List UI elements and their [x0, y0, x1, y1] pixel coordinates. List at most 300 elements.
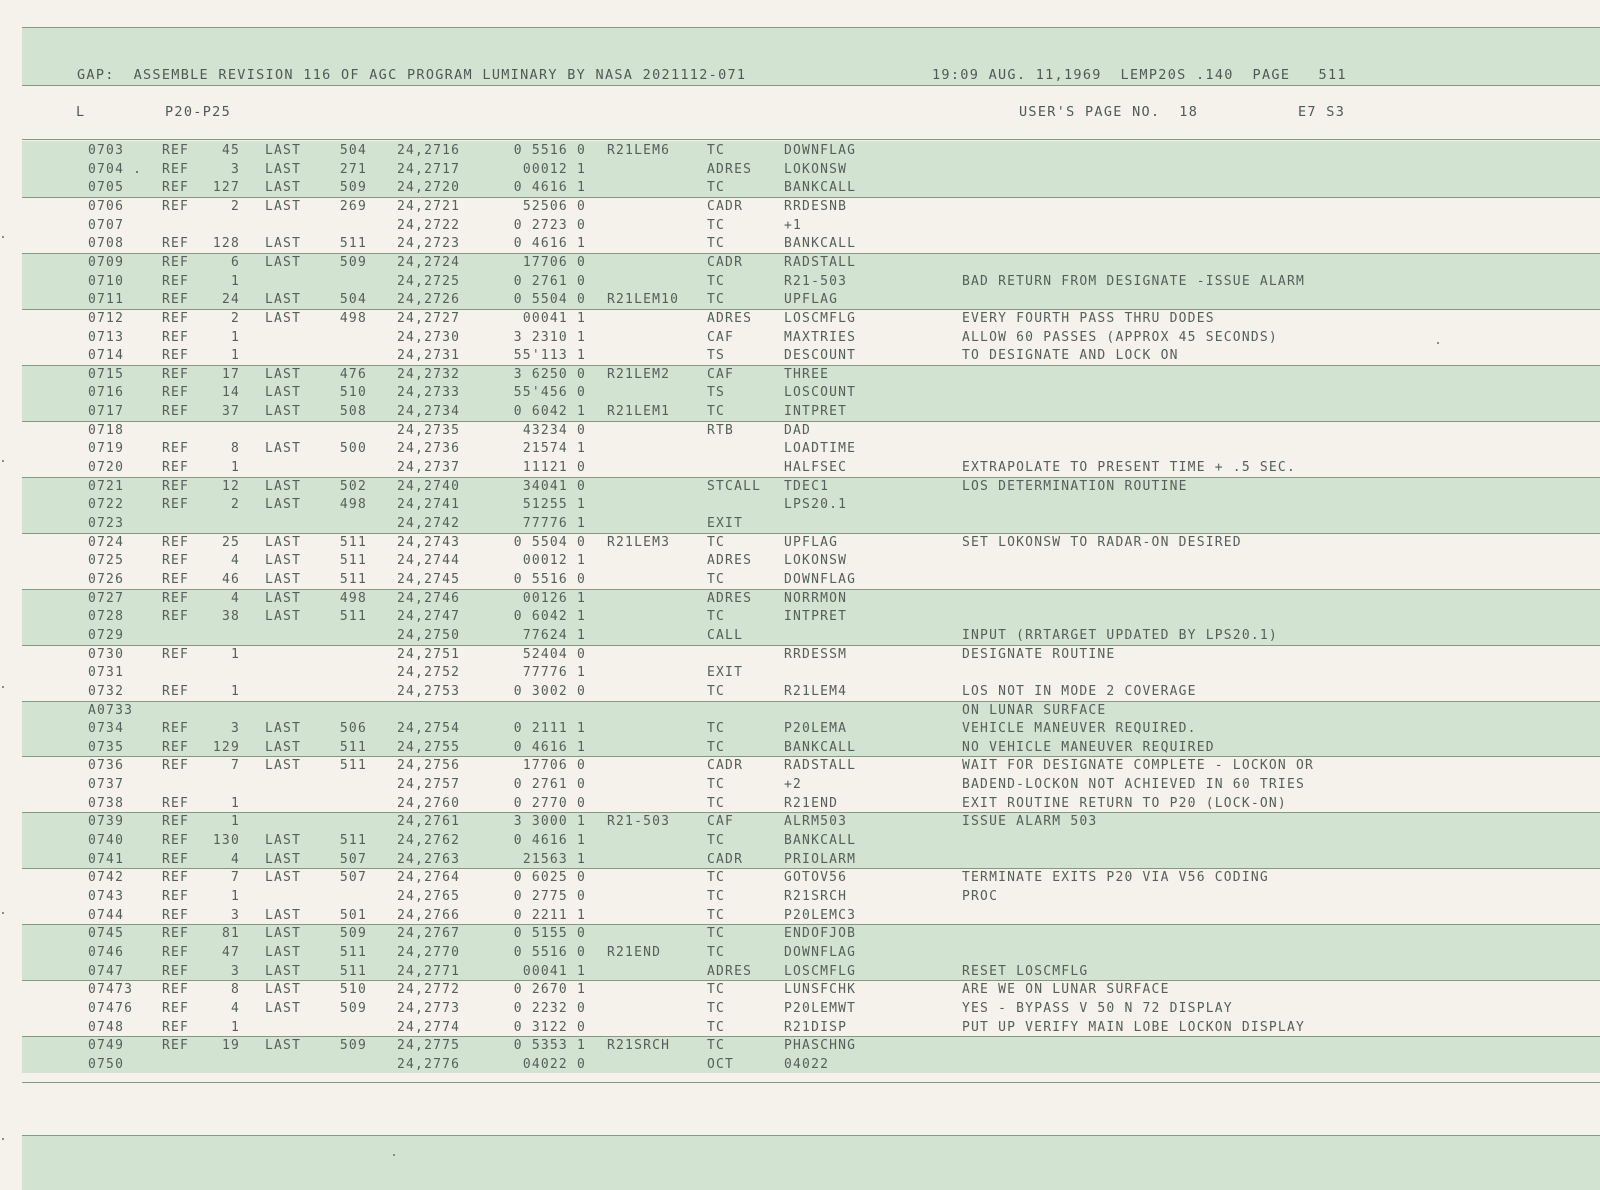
line-number: 0750 [88, 1056, 125, 1072]
ref-count: 1 [230, 814, 240, 830]
opcode: TC [707, 944, 726, 960]
line-number: 0715 [88, 366, 125, 382]
line-number: 0704 . [88, 161, 143, 177]
address: 24,2752 [397, 665, 461, 681]
listing-row [22, 701, 1600, 720]
comment: RESET LOSCMFLG [962, 963, 1089, 979]
line-number: 0706 [88, 198, 125, 214]
opcode: TC [707, 1038, 726, 1054]
line-number: 0718 [88, 422, 125, 438]
opcode: ADRES [707, 310, 753, 326]
last-tag: LAST [265, 1000, 302, 1016]
operand: ENDOFJOB [784, 926, 857, 942]
address: 24,2733 [397, 385, 461, 401]
line-number: 0724 [88, 534, 125, 550]
opcode: RTB [707, 422, 735, 438]
address: 24,2737 [397, 460, 461, 476]
operand: RRDESNB [784, 198, 848, 214]
comment: INPUT (RRTARGET UPDATED BY LPS20.1) [962, 627, 1278, 643]
rule [22, 139, 1600, 140]
address: 24,2755 [397, 739, 461, 755]
line-number: 0722 [88, 497, 125, 513]
comment: VEHICLE MANEUVER REQUIRED. [962, 721, 1197, 737]
operand: LOSCMFLG [784, 310, 857, 326]
listing-row [22, 1055, 1600, 1074]
comment: PUT UP VERIFY MAIN LOBE LOCKON DISPLAY [962, 1019, 1306, 1035]
address: 24,2761 [397, 814, 461, 830]
line-number: 0737 [88, 777, 125, 793]
listing-row [22, 645, 1600, 664]
ref-tag: REF [162, 254, 190, 270]
opcode: CAF [707, 366, 735, 382]
ref-tag: REF [162, 310, 190, 326]
octal-word: 0 4616 1 [513, 833, 586, 849]
operand: RRDESSM [784, 646, 848, 662]
last-page: 511 [339, 833, 367, 849]
ref-tag: REF [162, 553, 190, 569]
ref-tag: REF [162, 889, 190, 904]
last-page: 501 [339, 907, 367, 923]
address: 24,2770 [397, 944, 461, 960]
line-number: 0731 [88, 665, 125, 681]
opcode: ADRES [707, 590, 753, 606]
opcode: TC [707, 609, 726, 625]
octal-word: 00126 1 [522, 590, 586, 606]
address: 24,2760 [397, 795, 461, 811]
line-number: 0729 [88, 627, 125, 643]
last-page: 506 [339, 721, 367, 737]
ref-count: 45 [221, 143, 240, 158]
octal-word: 3 3000 1 [513, 814, 586, 830]
address: 24,2716 [397, 143, 461, 158]
ref-count: 3 [230, 963, 240, 979]
line-number: 0725 [88, 553, 125, 569]
ref-tag: REF [162, 851, 190, 867]
opcode: TC [707, 404, 726, 420]
listing-row [22, 589, 1600, 608]
listing-row [22, 533, 1600, 552]
ref-count: 46 [221, 571, 240, 587]
opcode: ADRES [707, 963, 753, 979]
address: 24,2726 [397, 292, 461, 308]
line-number: 0703 [88, 143, 125, 158]
ref-tag: REF [162, 329, 190, 345]
opcode: EXIT [707, 516, 744, 531]
operand: RADSTALL [784, 758, 857, 774]
ref-tag: REF [162, 646, 190, 662]
ref-count: 3 [230, 721, 240, 737]
listing-row [22, 868, 1600, 887]
address: 24,2735 [397, 422, 461, 438]
opcode: OCT [707, 1056, 735, 1072]
operand: P20LEMA [784, 721, 848, 737]
operand: LOADTIME [784, 441, 857, 457]
last-tag: LAST [265, 907, 302, 923]
line-number: 0739 [88, 814, 125, 830]
comment: TERMINATE EXITS P20 VIA V56 CODING [962, 870, 1269, 886]
ref-tag: REF [162, 795, 190, 811]
label: R21SRCH [607, 1038, 671, 1054]
address: 24,2745 [397, 571, 461, 587]
address: 24,2757 [397, 777, 461, 793]
assembly-timestamp: 19:09 AUG. 11,1969 LEMP20S .140 PAGE 511 [932, 67, 1347, 83]
operand: P20LEMC3 [784, 907, 857, 923]
margin-mark [2, 1138, 4, 1140]
opcode: TC [707, 217, 726, 233]
octal-word: 0 2723 0 [513, 217, 586, 233]
ref-count: 4 [230, 851, 240, 867]
opcode: TC [707, 180, 726, 196]
line-number: 0723 [88, 516, 125, 531]
label: R21LEM2 [607, 366, 671, 382]
line-number: 0705 [88, 180, 125, 196]
last-page: 511 [339, 758, 367, 774]
last-tag: LAST [265, 441, 302, 457]
line-number: 0730 [88, 646, 125, 662]
line-number: 0721 [88, 478, 125, 494]
line-number: 0709 [88, 254, 125, 270]
ref-count: 8 [230, 982, 240, 998]
address: 24,2731 [397, 348, 461, 364]
octal-word: 0 3122 0 [513, 1019, 586, 1035]
label: R21LEM6 [607, 143, 671, 158]
last-tag: LAST [265, 534, 302, 550]
ref-tag: REF [162, 366, 190, 382]
opcode: TC [707, 982, 726, 998]
octal-word: 00041 1 [522, 963, 586, 979]
opcode: TC [707, 907, 726, 923]
line-number: 0749 [88, 1038, 125, 1054]
octal-word: 0 5155 0 [513, 926, 586, 942]
address: 24,2765 [397, 889, 461, 904]
listing-row [22, 365, 1600, 384]
address: 24,2762 [397, 833, 461, 849]
listing-row [22, 756, 1600, 775]
ref-count: 4 [230, 553, 240, 569]
octal-word: 0 5516 0 [513, 143, 586, 158]
octal-word: 0 6025 0 [513, 870, 586, 886]
last-tag: LAST [265, 758, 302, 774]
opcode: CADR [707, 851, 744, 867]
margin-mark [2, 236, 4, 238]
line-number: 0744 [88, 907, 125, 923]
ref-count: 4 [230, 590, 240, 606]
octal-word: 0 2761 0 [513, 777, 586, 793]
ref-tag: REF [162, 180, 190, 196]
octal-word: 0 2111 1 [513, 721, 586, 737]
octal-word: 00012 1 [522, 161, 586, 177]
octal-word: 43234 0 [522, 422, 586, 438]
ref-count: 1 [230, 460, 240, 476]
operand: DOWNFLAG [784, 944, 857, 960]
operand: RADSTALL [784, 254, 857, 270]
operand: LUNSFCHK [784, 982, 857, 998]
ref-tag: REF [162, 534, 190, 550]
ref-count: 1 [230, 329, 240, 345]
octal-word: 0 2770 0 [513, 795, 586, 811]
ref-tag: REF [162, 497, 190, 513]
ref-tag: REF [162, 478, 190, 494]
line-number: 0747 [88, 963, 125, 979]
ref-tag: REF [162, 1038, 190, 1054]
ref-count: 47 [221, 944, 240, 960]
ref-tag: REF [162, 385, 190, 401]
listing-row [22, 160, 1600, 179]
ref-count: 7 [230, 870, 240, 886]
listing-subheader [22, 104, 1600, 124]
ref-count: 2 [230, 310, 240, 326]
last-tag: LAST [265, 198, 302, 214]
margin-mark [2, 460, 4, 462]
ref-tag: REF [162, 161, 190, 177]
comment: EXTRAPOLATE TO PRESENT TIME + .5 SEC. [962, 460, 1296, 476]
address: 24,2771 [397, 963, 461, 979]
address: 24,2730 [397, 329, 461, 345]
last-page: 269 [339, 198, 367, 214]
last-tag: LAST [265, 254, 302, 270]
listing-row [22, 383, 1600, 402]
opcode: CAF [707, 814, 735, 830]
ref-tag: REF [162, 683, 190, 699]
operand: +1 [784, 217, 803, 233]
octal-word: 17706 0 [522, 758, 586, 774]
last-tag: LAST [265, 404, 302, 420]
address: 24,2751 [397, 646, 461, 662]
margin-mark [393, 1154, 395, 1156]
label: R21LEM10 [607, 292, 680, 308]
octal-word: 0 5504 0 [513, 292, 586, 308]
octal-word: 77776 1 [522, 516, 586, 531]
rule [22, 1082, 1600, 1083]
line-number: 0741 [88, 851, 125, 867]
address: 24,2772 [397, 982, 461, 998]
comment: BADEND-LOCKON NOT ACHIEVED IN 60 TRIES [962, 777, 1306, 793]
line-number: 0720 [88, 460, 125, 476]
last-tag: LAST [265, 926, 302, 942]
address: 24,2741 [397, 497, 461, 513]
opcode: TC [707, 777, 726, 793]
last-page: 511 [339, 609, 367, 625]
user-page-number: USER'S PAGE NO. 18 [1019, 104, 1199, 120]
ref-tag: REF [162, 814, 190, 830]
operand: +2 [784, 777, 803, 793]
last-tag: LAST [265, 963, 302, 979]
address: 24,2744 [397, 553, 461, 569]
ref-count: 12 [221, 478, 240, 494]
ref-count: 4 [230, 1000, 240, 1016]
listing-row [22, 234, 1600, 253]
line-number: 0713 [88, 329, 125, 345]
octal-word: 77624 1 [522, 627, 586, 643]
comment: ISSUE ALARM 503 [962, 814, 1098, 830]
ref-count: 130 [212, 833, 240, 849]
ref-tag: REF [162, 460, 190, 476]
line-number: 07473 [88, 982, 134, 998]
listing-row [22, 272, 1600, 291]
comment: EVERY FOURTH PASS THRU DODES [962, 310, 1215, 326]
listing-header [77, 67, 1600, 87]
listing-row [22, 402, 1600, 421]
ref-count: 1 [230, 683, 240, 699]
octal-word: 0 2775 0 [513, 889, 586, 904]
address: 24,2774 [397, 1019, 461, 1035]
line-number: 0716 [88, 385, 125, 401]
ref-tag: REF [162, 870, 190, 886]
last-page: 498 [339, 310, 367, 326]
listing-row [22, 477, 1600, 496]
listing-row [22, 197, 1600, 216]
margin-mark [1437, 342, 1439, 344]
last-page: 511 [339, 739, 367, 755]
opcode: EXIT [707, 665, 744, 681]
listing-row [22, 607, 1600, 626]
last-tag: LAST [265, 497, 302, 513]
opcode: TC [707, 1019, 726, 1035]
opcode: TS [707, 385, 726, 401]
comment: ON LUNAR SURFACE [962, 702, 1107, 718]
address: 24,2743 [397, 534, 461, 550]
comment: PROC [962, 889, 999, 904]
listing-row [22, 887, 1600, 906]
opcode: TC [707, 1000, 726, 1016]
address: 24,2724 [397, 254, 461, 270]
label: R21LEM3 [607, 534, 671, 550]
ref-tag: REF [162, 739, 190, 755]
ref-count: 24 [221, 292, 240, 308]
address: 24,2742 [397, 516, 461, 531]
ref-count: 129 [212, 739, 240, 755]
operand: LOSCMFLG [784, 963, 857, 979]
opcode: ADRES [707, 161, 753, 177]
opcode: CADR [707, 198, 744, 214]
last-page: 504 [339, 292, 367, 308]
page-code: E7 S3 [1298, 104, 1346, 120]
opcode: CADR [707, 758, 744, 774]
last-page: 511 [339, 571, 367, 587]
ref-count: 19 [221, 1038, 240, 1054]
address: 24,2732 [397, 366, 461, 382]
ref-tag: REF [162, 236, 190, 252]
ref-tag: REF [162, 273, 190, 289]
listing-row [22, 980, 1600, 999]
listing-row [22, 439, 1600, 458]
opcode: CALL [707, 627, 744, 643]
ref-count: 1 [230, 646, 240, 662]
ref-tag: REF [162, 292, 190, 308]
ref-tag: REF [162, 404, 190, 420]
ref-tag: REF [162, 1000, 190, 1016]
comment: DESIGNATE ROUTINE [962, 646, 1116, 662]
operand: R21END [784, 795, 839, 811]
margin-mark [2, 912, 4, 914]
assembly-title: GAP: ASSEMBLE REVISION 116 OF AGC PROGRAM LUMINARY BY NASA 2021112-071 [77, 67, 747, 83]
line-number: 0714 [88, 348, 125, 364]
operand: LOKONSW [784, 553, 848, 569]
ref-count: 2 [230, 198, 240, 214]
last-tag: LAST [265, 385, 302, 401]
operand: HALFSEC [784, 460, 848, 476]
octal-word: 0 2761 0 [513, 273, 586, 289]
operand: P20LEMWT [784, 1000, 857, 1016]
ref-tag: REF [162, 926, 190, 942]
ref-count: 8 [230, 441, 240, 457]
comment: LOS NOT IN MODE 2 COVERAGE [962, 683, 1197, 699]
address: 24,2721 [397, 198, 461, 214]
address: 24,2736 [397, 441, 461, 457]
opcode: CAF [707, 329, 735, 345]
comment: YES - BYPASS V 50 N 72 DISPLAY [962, 1000, 1233, 1016]
octal-word: 3 6250 0 [513, 366, 586, 382]
ref-tag: REF [162, 143, 190, 158]
listing-row [22, 626, 1600, 645]
address: 24,2754 [397, 721, 461, 737]
footer-band [22, 1135, 1600, 1190]
line-number: 0748 [88, 1019, 125, 1035]
listing-row [22, 831, 1600, 850]
octal-word: 21574 1 [522, 441, 586, 457]
last-tag: LAST [265, 310, 302, 326]
listing-row [22, 421, 1600, 440]
line-number: 0732 [88, 683, 125, 699]
address: 24,2753 [397, 683, 461, 699]
operand: DAD [784, 422, 812, 438]
operand: DOWNFLAG [784, 571, 857, 587]
address: 24,2717 [397, 161, 461, 177]
opcode: TC [707, 571, 726, 587]
opcode: TC [707, 926, 726, 942]
octal-word: 0 5516 0 [513, 944, 586, 960]
octal-word: 0 6042 1 [513, 609, 586, 625]
last-page: 504 [339, 143, 367, 158]
listing-row [22, 570, 1600, 589]
ref-count: 128 [212, 236, 240, 252]
address: 24,2773 [397, 1000, 461, 1016]
opcode: TS [707, 348, 726, 364]
ref-count: 1 [230, 795, 240, 811]
listing-row [22, 141, 1600, 160]
last-tag: LAST [265, 870, 302, 886]
margin-mark [2, 686, 4, 688]
label: R21END [607, 944, 662, 960]
listing-row [22, 458, 1600, 477]
octal-word: 0 2211 1 [513, 907, 586, 923]
listing-row [22, 178, 1600, 197]
last-tag: LAST [265, 982, 302, 998]
octal-word: 0 6042 1 [513, 404, 586, 420]
operand: R21LEM4 [784, 683, 848, 699]
last-tag: LAST [265, 721, 302, 737]
listing-row [22, 253, 1600, 272]
listing-row [22, 738, 1600, 757]
opcode: TC [707, 236, 726, 252]
last-page: 500 [339, 441, 367, 457]
ref-count: 17 [221, 366, 240, 382]
last-page: 507 [339, 851, 367, 867]
line-number: 0726 [88, 571, 125, 587]
listing-row [22, 719, 1600, 738]
listing-row [22, 794, 1600, 813]
last-tag: LAST [265, 366, 302, 382]
ref-count: 14 [221, 385, 240, 401]
ref-tag: REF [162, 963, 190, 979]
comment: EXIT ROUTINE RETURN TO P20 (LOCK-ON) [962, 795, 1287, 811]
operand: DOWNFLAG [784, 143, 857, 158]
ref-tag: REF [162, 758, 190, 774]
opcode: CADR [707, 254, 744, 270]
ref-tag: REF [162, 441, 190, 457]
operand: MAXTRIES [784, 329, 857, 345]
listing-row [22, 551, 1600, 570]
